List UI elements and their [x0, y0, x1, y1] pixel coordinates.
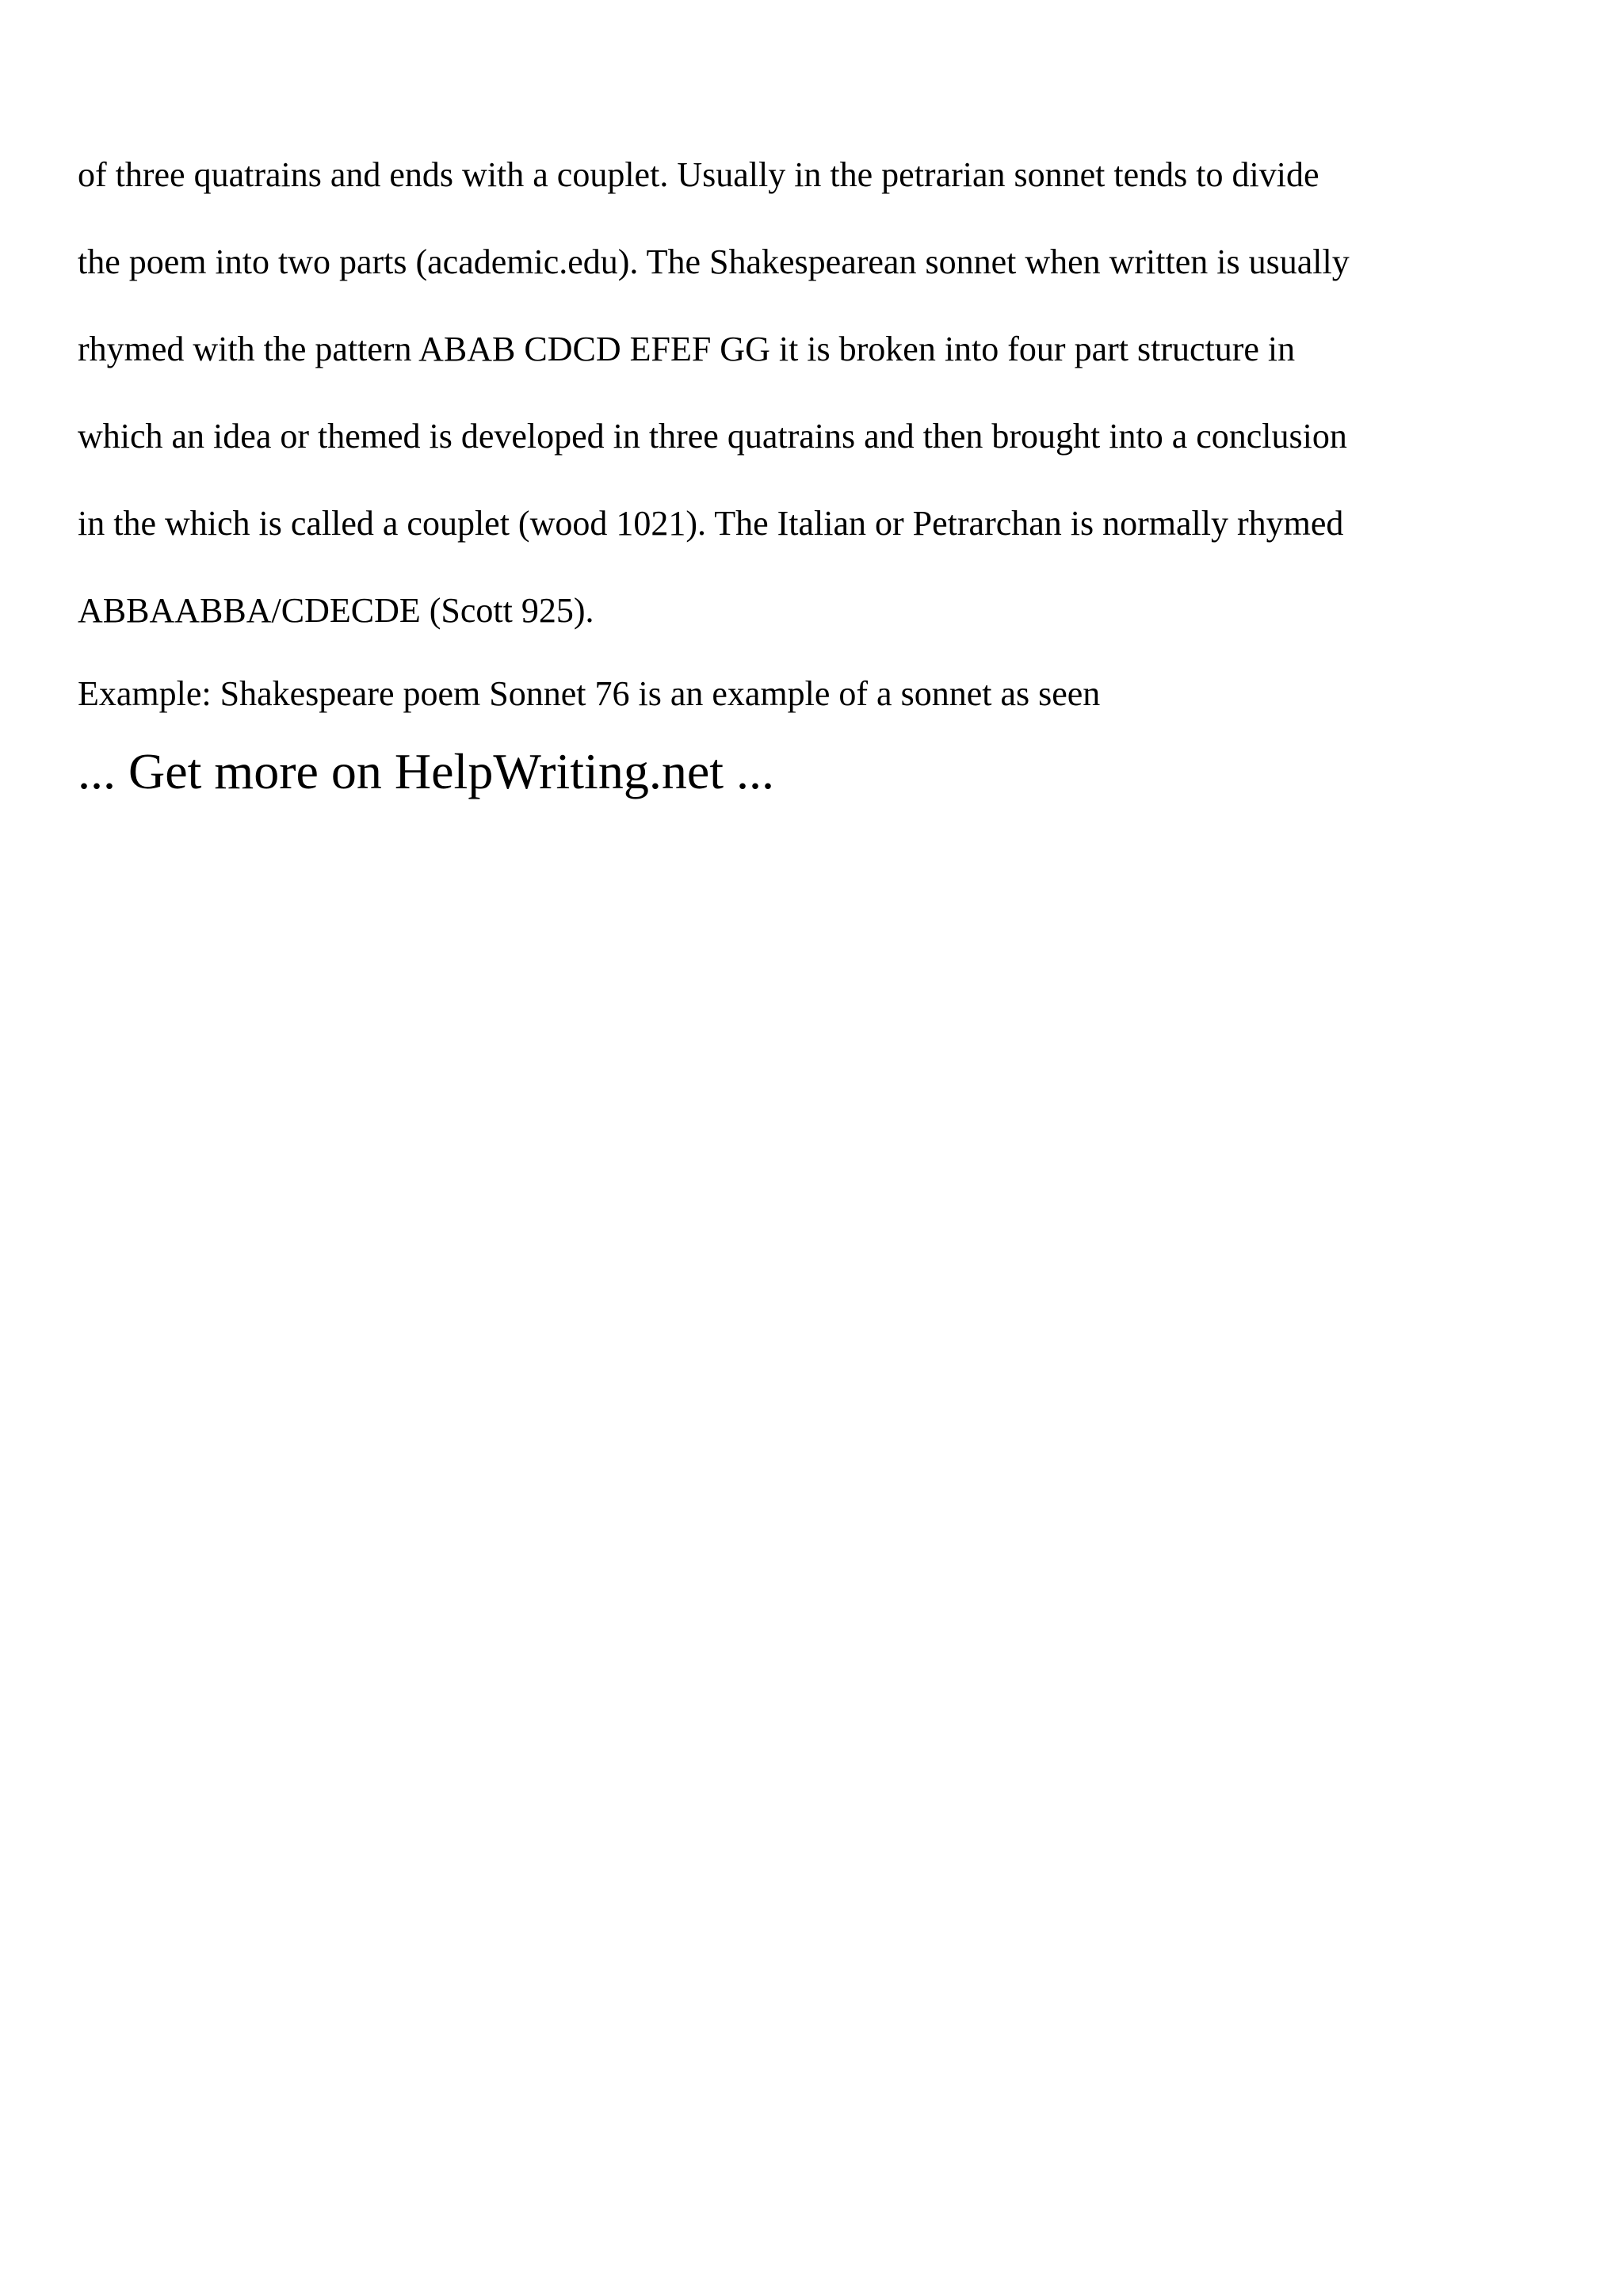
body-text-line: the poem into two parts (academic.edu). The Shakespearean sonnet when written is usually — [78, 242, 1350, 281]
body-text-line: which an idea or themed is developed in three quatrains and then brought into a conclusion — [78, 417, 1347, 456]
body-text-line: ABBAABBA/CDECDE (Scott 925). — [78, 591, 594, 630]
document-body — [78, 132, 1568, 803]
body-text-line: rhymed with the pattern ABAB CDCD EFEF GG it is broken into four part structure in — [78, 330, 1296, 368]
example-text-line: Example: Shakespeare poem Sonnet 76 is an example of a sonnet as seen — [78, 674, 1101, 713]
promo-link-text[interactable]: ... Get more on HelpWriting.net ... — [78, 743, 774, 799]
body-text-line: of three quatrains and ends with a couplet. Usually in the petrarian sonnet tends to divide — [78, 155, 1319, 194]
body-text-line: in the which is called a couplet (wood 1021). The Italian or Petrarchan is normally rhymed — [78, 504, 1344, 543]
